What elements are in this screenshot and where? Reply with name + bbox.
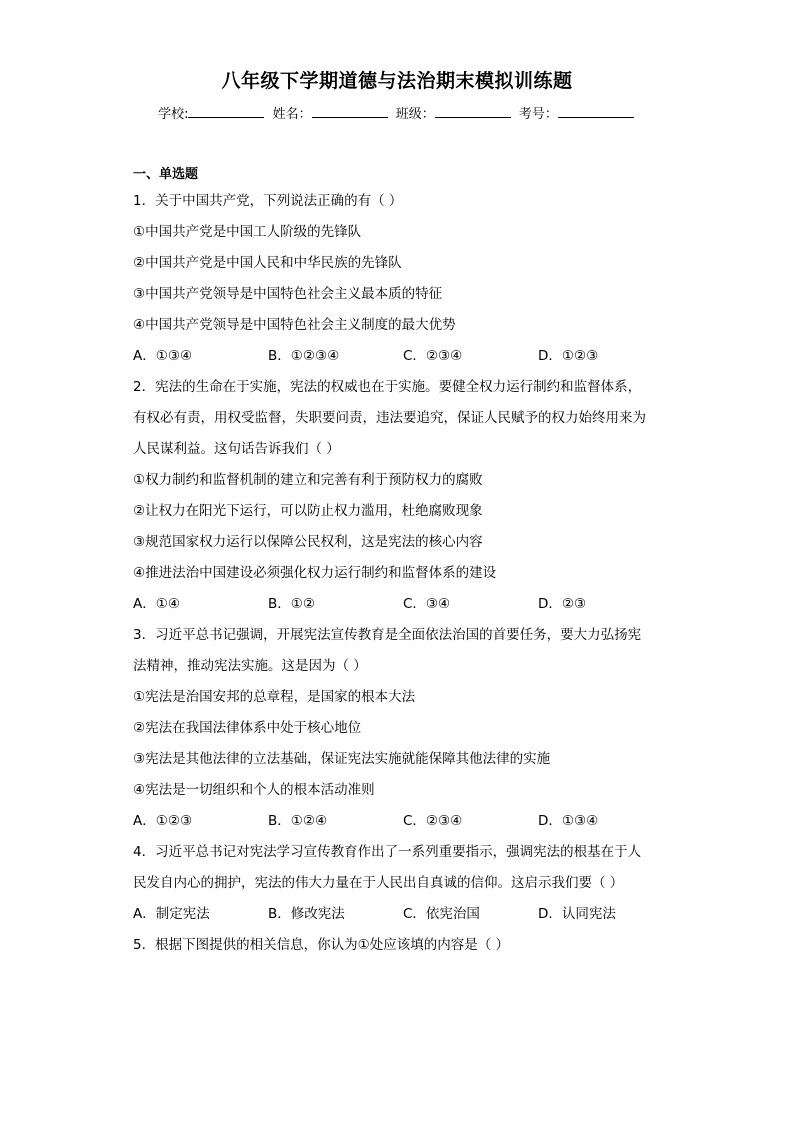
class-field [396, 103, 513, 122]
statement: ②让权力在阳光下运行，可以防止权力滥用，杜绝腐败现象 [133, 503, 483, 519]
question-stem: 1．关于中国共产党，下列说法正确的有（ ） [133, 193, 403, 209]
option-c[interactable]: C．②③④ [403, 813, 463, 829]
options-row [133, 899, 673, 930]
option-c[interactable]: C．依宪治国 [403, 906, 480, 922]
student-info-row [0, 103, 794, 122]
question-stem: 5．根据下图提供的相关信息，你认为①处应该填的内容是（ ） [133, 937, 509, 953]
class-blank[interactable] [435, 105, 511, 118]
exam-number-field [519, 103, 636, 122]
statement: ①中国共产党是中国工人阶级的先锋队 [133, 224, 362, 240]
question-list [133, 164, 673, 961]
option-a[interactable]: A．①④ [133, 596, 180, 612]
option-b[interactable]: B．①②④ [268, 813, 328, 829]
option-b[interactable]: B．①② [268, 596, 315, 612]
class-label: 班级： [395, 107, 435, 122]
statement: ②中国共产党是中国人民和中华民族的先锋队 [133, 255, 402, 271]
name-blank[interactable] [312, 105, 388, 118]
question-stem: 法精神，推动宪法实施。这是因为（ ） [133, 658, 367, 674]
statement: ③中国共产党领导是中国特色社会主义最本质的特征 [133, 286, 443, 302]
question-stem: 民发自内心的拥护，宪法的伟大力量在于人民出自真诚的信仰。这启示我们要（ ） [133, 875, 624, 891]
school-label: 学校: [158, 107, 189, 122]
school-blank[interactable] [188, 105, 264, 118]
option-a[interactable]: A．①③④ [133, 348, 193, 364]
question-stem: 3．习近平总书记强调，开展宪法宣传教育是全面依法治国的首要任务，要大力弘扬宪 [133, 627, 642, 643]
option-d[interactable]: D．①②③ [538, 348, 599, 364]
question-stem: 4．习近平总书记对宪法学习宣传教育作出了一系列重要指示，强调宪法的根基在于人 [133, 844, 642, 860]
question-5 [133, 930, 673, 961]
option-a[interactable]: A．制定宪法 [133, 906, 210, 922]
exam-number-blank[interactable] [558, 105, 634, 118]
statement: ②宪法在我国法律体系中处于核心地位 [133, 720, 362, 736]
question-3 [133, 620, 673, 837]
statement: ①权力制约和监督机制的建立和完善有利于预防权力的腐败 [133, 472, 483, 488]
question-stem: 有权必有责，用权受监督，失职要问责，违法要追究，保证人民赋予的权力始终用来为 [133, 410, 646, 426]
exam-number-label: 考号： [518, 107, 558, 122]
statement: ③规范国家权力运行以保障公民权利，这是宪法的核心内容 [133, 534, 483, 550]
option-c[interactable]: C．②③④ [403, 348, 463, 364]
section-title: 一、单选题 [133, 167, 199, 182]
question-2 [133, 372, 673, 620]
name-label: 姓名： [272, 107, 312, 122]
option-c[interactable]: C．③④ [403, 596, 451, 612]
school-field [158, 103, 266, 122]
question-1 [133, 186, 673, 372]
option-d[interactable]: D．认同宪法 [538, 906, 616, 922]
statement: ④推进法治中国建设必须强化权力运行制约和监督体系的建设 [133, 565, 497, 581]
question-4 [133, 837, 673, 930]
option-d[interactable]: D．①③④ [538, 813, 599, 829]
statement: ④中国共产党领导是中国特色社会主义制度的最大优势 [133, 317, 456, 333]
option-a[interactable]: A．①②③ [133, 813, 193, 829]
option-b[interactable]: B．修改宪法 [268, 906, 345, 922]
option-b[interactable]: B．①②③④ [268, 348, 340, 364]
statement: ①宪法是治国安邦的总章程，是国家的根本大法 [133, 689, 416, 705]
page-title: 八年级下学期道德与法治期末模拟训练题 [221, 70, 573, 92]
name-field [273, 103, 390, 122]
question-stem: 人民谋利益。这句话告诉我们（ ） [133, 441, 340, 457]
statement: ④宪法是一切组织和个人的根本活动准则 [133, 782, 375, 798]
options-row [133, 589, 673, 620]
question-stem: 2．宪法的生命在于实施，宪法的权威也在于实施。要健全权力运行制约和监督体系， [133, 379, 642, 395]
options-row [133, 806, 673, 837]
options-row [133, 341, 673, 372]
statement: ③宪法是其他法律的立法基础，保证宪法实施就能保障其他法律的实施 [133, 751, 551, 767]
option-d[interactable]: D．②③ [538, 596, 587, 612]
